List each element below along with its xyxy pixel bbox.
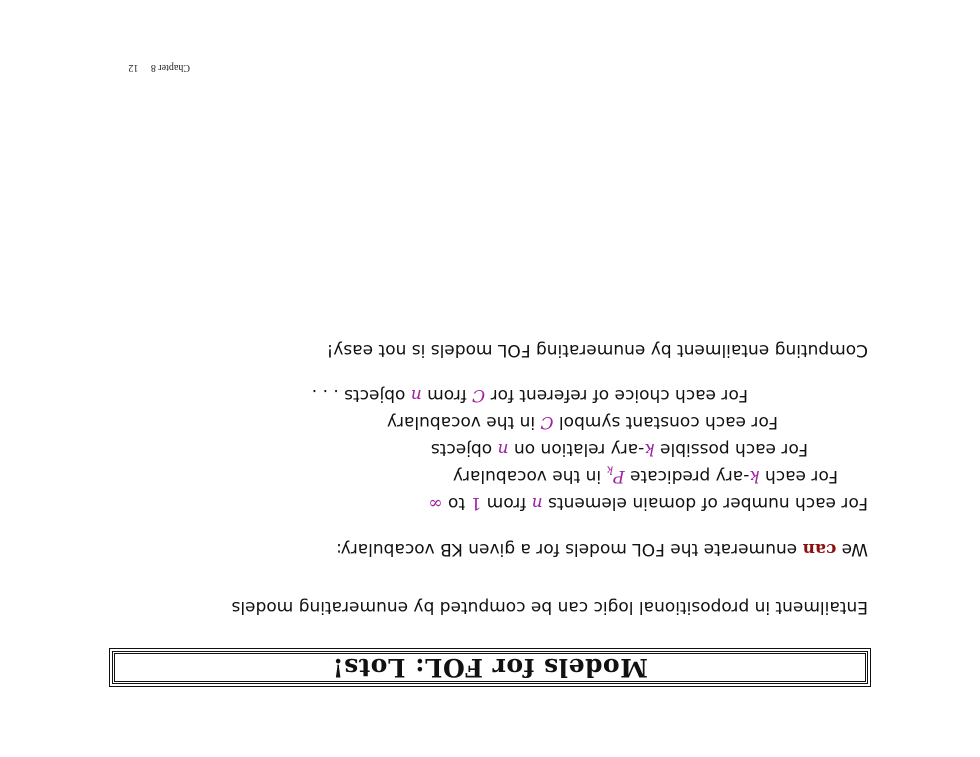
loop3-text-c: objects: [430, 439, 493, 459]
loop2-p: P: [613, 466, 625, 486]
loop5-n: n: [410, 385, 422, 405]
intro-line: [231, 597, 868, 617]
slide-title: Models for FOL: Lots!: [332, 653, 648, 682]
loop5-text-a: For each choice of referent for: [490, 385, 748, 405]
loop1-n: n: [531, 493, 543, 513]
loop5-c-symbol: C: [472, 385, 486, 405]
conclusion-line: [327, 340, 869, 360]
loop3-k: k: [644, 439, 655, 459]
loop2-predicate: [606, 463, 625, 486]
loop1-text-a: For each number of domain elements: [548, 493, 868, 513]
loop3-text-a: For each possible: [660, 439, 808, 459]
footer-chapter: Chapter 8: [150, 62, 190, 73]
loop2-p-subscript: k: [606, 463, 614, 477]
we-prefix: We: [841, 539, 868, 559]
loop4-c-symbol: C: [540, 412, 554, 432]
loop-line-5: [312, 385, 748, 405]
we-can-line: [336, 539, 868, 559]
loop1-text-b: from: [486, 493, 527, 513]
loop-line-1: [428, 493, 868, 513]
loop-line-3: [431, 439, 808, 459]
loop1-one: 1: [470, 493, 482, 513]
footer: [118, 62, 190, 73]
conclusion-text: Computing entailment by enumerating FOL models is not easy!: [326, 340, 868, 360]
title-box: [112, 651, 868, 684]
can-emphasis: can: [802, 539, 837, 559]
loop3-n: n: [497, 439, 509, 459]
loop5-text-b: from: [427, 385, 467, 405]
loop4-text-b: in the vocabulary: [386, 412, 536, 432]
we-rest: enumerate the FOL models for a given KB vocabulary:: [336, 539, 798, 559]
loop5-text-c: objects . . .: [311, 385, 406, 405]
loop4-text-a: For each constant symbol: [558, 412, 778, 432]
loop-line-2: [453, 464, 838, 486]
loop-line-4: [387, 412, 778, 432]
loop1-infinity: ∞: [428, 493, 443, 513]
loop2-text-c: in the vocabulary: [452, 466, 602, 486]
loop3-text-b: -ary relation on: [513, 439, 645, 459]
loop2-text-b: -ary predicate: [630, 466, 750, 486]
intro-text: Entailment in propositional logic can be computed by enumerating models: [231, 597, 868, 617]
footer-page-number: 12: [128, 62, 139, 73]
loop1-text-c: to: [448, 493, 466, 513]
loop2-text-a: For each: [765, 466, 838, 486]
loop2-k: k: [749, 466, 760, 486]
